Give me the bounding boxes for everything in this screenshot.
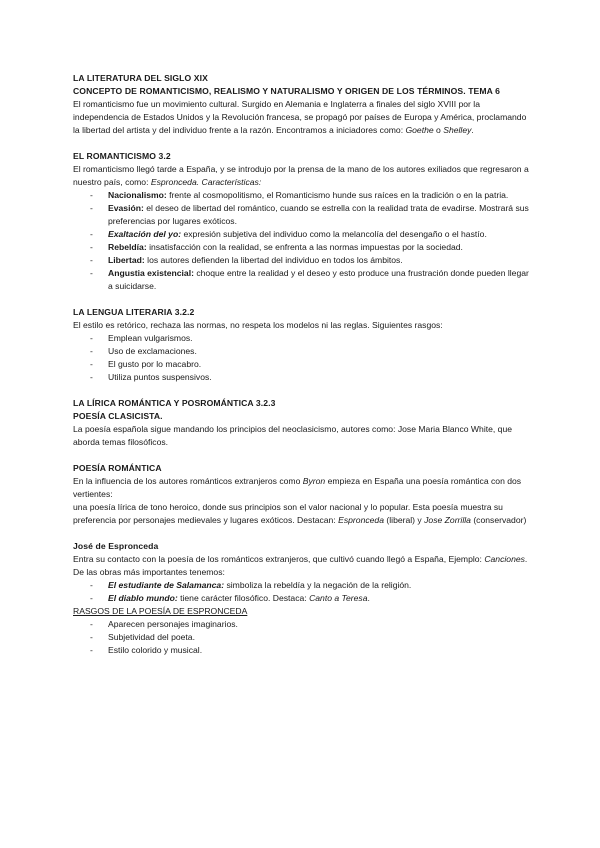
- clasicista-paragraph: La poesía española sigue mandando los principios del neoclasicismo, autores como: Jose Maria Blanco White, que aborda temas filosóficos.: [73, 424, 513, 447]
- list-item: - Subjetividad del poeta.: [90, 632, 195, 642]
- list-item: - Uso de exclamaciones.: [90, 346, 197, 356]
- list-item: - Utiliza puntos suspensivos.: [90, 372, 212, 382]
- romanticismo-paragraph: El romanticismo llegó tarde a España, y se introdujo por la prensa de la mano de los autores exiliados que regresaron a nuestro país, como: Espronceda. Características:: [73, 164, 529, 187]
- list-item: - El diablo mundo: tiene carácter filosófico. Destaca: Canto a Teresa.: [90, 593, 370, 603]
- list-item: - Rebeldía: insatisfacción con la realidad, se enfrenta a las normas impuestas por la sociedad.: [90, 242, 463, 252]
- list-item: - Aparecen personajes imaginarios.: [90, 619, 238, 629]
- caracteristicas-list: [73, 189, 533, 293]
- rasgos-lengua-list: [73, 332, 533, 384]
- subsection-title-espronceda: José de Espronceda: [73, 541, 159, 551]
- section-title-romanticismo: EL ROMANTICISMO 3.2: [73, 151, 171, 161]
- romantica-paragraph-2: una poesía lírica de tono heroico, donde sus principios son el valor nacional y lo popular. Esta poesía muestra su preferencia por personajes medievales y lugares exóticos. Destacan: Espronceda (liberal) y Jose Zorrilla (conservador): [73, 502, 527, 525]
- rasgos-espronceda-list: [73, 618, 533, 657]
- obras-list: [73, 579, 533, 605]
- intro-paragraph: El romanticismo fue un movimiento cultural. Surgido en Alemania e Inglaterra a finales del siglo XVIII por la independencia de Estados Unidos y la Revolución francesa, se propagó por países de Europa y América, proclamando la libertad del artista y del individuo frente a la razón. Encontramos a iniciadores como: Goethe o Shelley.: [73, 99, 527, 135]
- list-item: - Nacionalismo: frente al cosmopolitismo, el Romanticismo hunde sus raíces en la tradición o en la patria.: [90, 190, 509, 200]
- list-item: - Emplean vulgarismos.: [90, 333, 193, 343]
- heading-concepto: CONCEPTO DE ROMANTICISMO, REALISMO Y NATURALISMO Y ORIGEN DE LOS TÉRMINOS. TEMA 6: [73, 86, 500, 96]
- list-item: - Evasión: el deseo de libertad del romántico, cuando se estrella con la realidad trata de evadirse. Mostrará sus preferencias por lugares exóticos.: [90, 203, 529, 226]
- subsection-title-clasicista: POESÍA CLASICISTA.: [73, 411, 163, 421]
- list-item: - Libertad: los autores defienden la libertad del individuo en todos los ámbitos.: [90, 255, 403, 265]
- document-page: [73, 72, 533, 657]
- lengua-paragraph: El estilo es retórico, rechaza las normas, no respeta los modelos ni las reglas. Siguientes rasgos:: [73, 320, 443, 330]
- list-item: - El gusto por lo macabro.: [90, 359, 202, 369]
- list-item: - Angustia existencial: choque entre la realidad y el deseo y esto produce una frustración donde pueden llegar a suicidarse.: [90, 268, 529, 291]
- rasgos-espronceda-title: RASGOS DE LA POESÍA DE ESPRONCEDA: [73, 606, 248, 616]
- list-item: - Estilo colorido y musical.: [90, 645, 203, 655]
- list-item: - El estudiante de Salamanca: simboliza la rebeldía y la negación de la religión.: [90, 580, 412, 590]
- subsection-title-romantica: POESÍA ROMÁNTICA: [73, 463, 162, 473]
- espronceda-paragraph: Entra su contacto con la poesía de los románticos extranjeros, que cultivó cuando llegó a España, Ejemplo: Canciones. De las obras más importantes tenemos:: [73, 554, 528, 577]
- section-title-lirica: LA LÍRICA ROMÁNTICA Y POSROMÁNTICA 3.2.3: [73, 398, 276, 408]
- section-title-lengua: LA LENGUA LITERARIA 3.2.2: [73, 307, 195, 317]
- romantica-paragraph-1: En la influencia de los autores románticos extranjeros como Byron empieza en España una poesía romántica con dos vertientes:: [73, 476, 522, 499]
- heading-literatura: LA LITERATURA DEL SIGLO XIX: [73, 73, 208, 83]
- list-item: - Exaltación del yo: expresión subjetiva del individuo como la melancolía del desengaño o el hastío.: [90, 229, 487, 239]
